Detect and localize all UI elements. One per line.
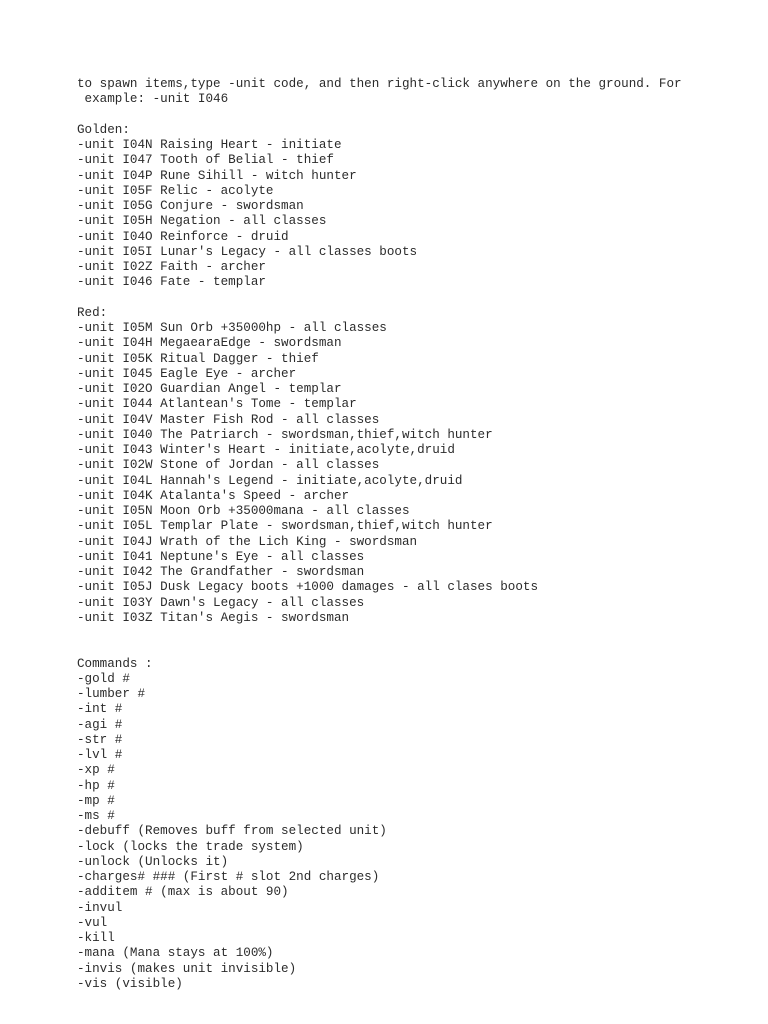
commands-list [77,672,758,992]
list-item: -str # [77,732,123,747]
list-item: -additem # (max is about 90) [77,885,289,900]
list-item: -unit I042 The Grandfather - swordsman [77,565,365,579]
list-item: -unit I05L Templar Plate - swordsman,thief,witch hunter [77,519,493,534]
intro-line-1: to spawn items,type -unit code, and then right-click anywhere on the ground. For [77,77,682,91]
list-item: -unit I045 Eagle Eye - archer [77,366,297,381]
spacer [77,626,758,657]
list-item: -mp # [77,793,115,808]
list-item: -gold # [77,671,130,686]
list-item: -unit I05M Sun Orb +35000hp - all classes [77,321,387,335]
list-item: -unit I02Z Faith - archer [77,260,266,274]
list-item: -vul [77,915,108,930]
list-item: -hp # [77,778,115,793]
list-item: -unit I05N Moon Orb +35000mana - all classes [77,504,410,518]
list-item: -ms # [77,809,115,823]
list-item: -unit I04P Rune Sihill - witch hunter [77,168,357,183]
list-item: -unit I03Y Dawn's Legacy - all classes [77,595,365,610]
list-item: -lvl # [77,748,123,762]
list-item: -int # [77,702,123,717]
spacer [77,291,758,306]
red-list [77,321,758,626]
list-item: -invul [77,900,123,915]
list-item: -kill [77,931,115,945]
list-item: -unlock (Unlocks it) [77,854,229,869]
red-heading: Red: [77,305,108,320]
list-item: -debuff (Removes buff from selected unit) [77,824,387,839]
intro-line-2: example: -unit I046 [77,92,229,107]
list-item: -unit I040 The Patriarch - swordsman,thief,witch hunter [77,427,493,442]
list-item: -unit I041 Neptune's Eye - all classes [77,549,365,564]
list-item: -unit I04O Reinforce - druid [77,229,289,244]
list-item: -lock (locks the trade system) [77,839,304,854]
list-item: -unit I04H MegaearaEdge - swordsman [77,336,342,351]
golden-list [77,138,758,291]
list-item: -unit I05I Lunar's Legacy - all classes boots [77,244,418,259]
list-item: -unit I02O Guardian Angel - templar [77,382,342,396]
list-item: -unit I044 Atlantean's Tome - templar [77,397,357,412]
list-item: -unit I05J Dusk Legacy boots +1000 damages - all clases boots [77,580,539,595]
list-item: -unit I04J Wrath of the Lich King - swordsman [77,534,418,549]
list-item: -vis (visible) [77,976,183,991]
list-item: -unit I047 Tooth of Belial - thief [77,153,334,168]
list-item: -unit I04V Master Fish Rod - all classes [77,412,380,427]
list-item: -xp # [77,763,115,778]
list-item: -unit I04K Atalanta's Speed - archer [77,488,350,503]
golden-heading: Golden: [77,122,130,137]
list-item: -agi # [77,717,123,732]
list-item: -unit I03Z Titan's Aegis - swordsman [77,610,350,625]
list-item: -invis (makes unit invisible) [77,961,297,976]
list-item: -unit I046 Fate - templar [77,275,266,290]
list-item: -unit I04L Hannah's Legend - initiate,acolyte,druid [77,473,463,488]
list-item: -mana (Mana stays at 100%) [77,946,274,961]
list-item: -lumber # [77,687,146,701]
spacer [77,108,758,123]
document-page [77,77,758,992]
commands-heading: Commands : [77,656,153,671]
list-item: -unit I02W Stone of Jordan - all classes [77,458,380,473]
list-item: -unit I05K Ritual Dagger - thief [77,351,319,366]
list-item: -unit I05F Relic - acolyte [77,183,274,198]
list-item: -unit I05H Negation - all classes [77,214,327,229]
list-item: -unit I04N Raising Heart - initiate [77,138,342,152]
list-item: -unit I043 Winter's Heart - initiate,acolyte,druid [77,443,455,457]
list-item: -unit I05G Conjure - swordsman [77,199,304,213]
list-item: -charges# ### (First # slot 2nd charges) [77,870,380,884]
